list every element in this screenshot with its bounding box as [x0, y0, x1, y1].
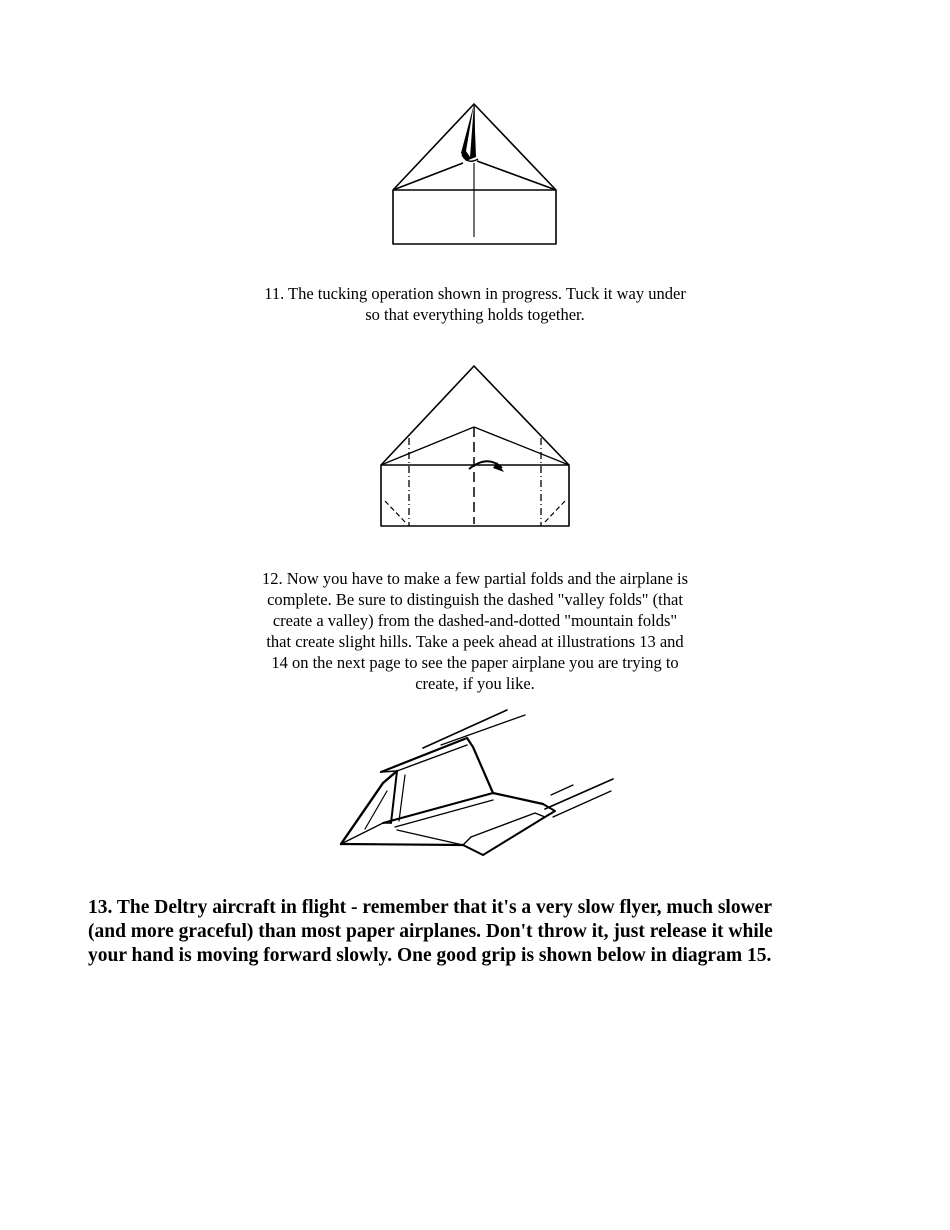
diagram-12-partial-folds-illustration [370, 358, 580, 538]
caption-line: 12. Now you have to make a few partial folds and the airplane is [261, 569, 689, 588]
caption-line: (and more graceful) than most paper airplanes. Don't throw it, just release it while [88, 921, 773, 942]
step-11-caption [215, 283, 735, 325]
caption-line: your hand is moving forward slowly. One good grip is shown below in diagram 15. [88, 945, 772, 966]
caption-line: create, if you like. [415, 674, 535, 693]
step-12-caption [200, 568, 750, 694]
diagram-11-tuck-illustration [380, 95, 570, 255]
diagram-13-airplane-in-flight-illustration [335, 705, 625, 865]
caption-line: 14 on the next page to see the paper airplane you are trying to [271, 653, 679, 672]
caption-line: create a valley) from the dashed-and-dotted "mountain folds" [272, 611, 678, 630]
caption-line: 11. The tucking operation shown in progress. Tuck it way under [264, 284, 686, 303]
caption-line: so that everything holds together. [365, 305, 585, 324]
caption-line: that create slight hills. Take a peek ahead at illustrations 13 and [266, 632, 684, 651]
caption-line: 13. The Deltry aircraft in flight - remember that it's a very slow flyer, much slower [88, 897, 772, 918]
caption-line: complete. Be sure to distinguish the dashed "valley folds" (that [267, 590, 683, 609]
step-13-caption [88, 896, 888, 968]
